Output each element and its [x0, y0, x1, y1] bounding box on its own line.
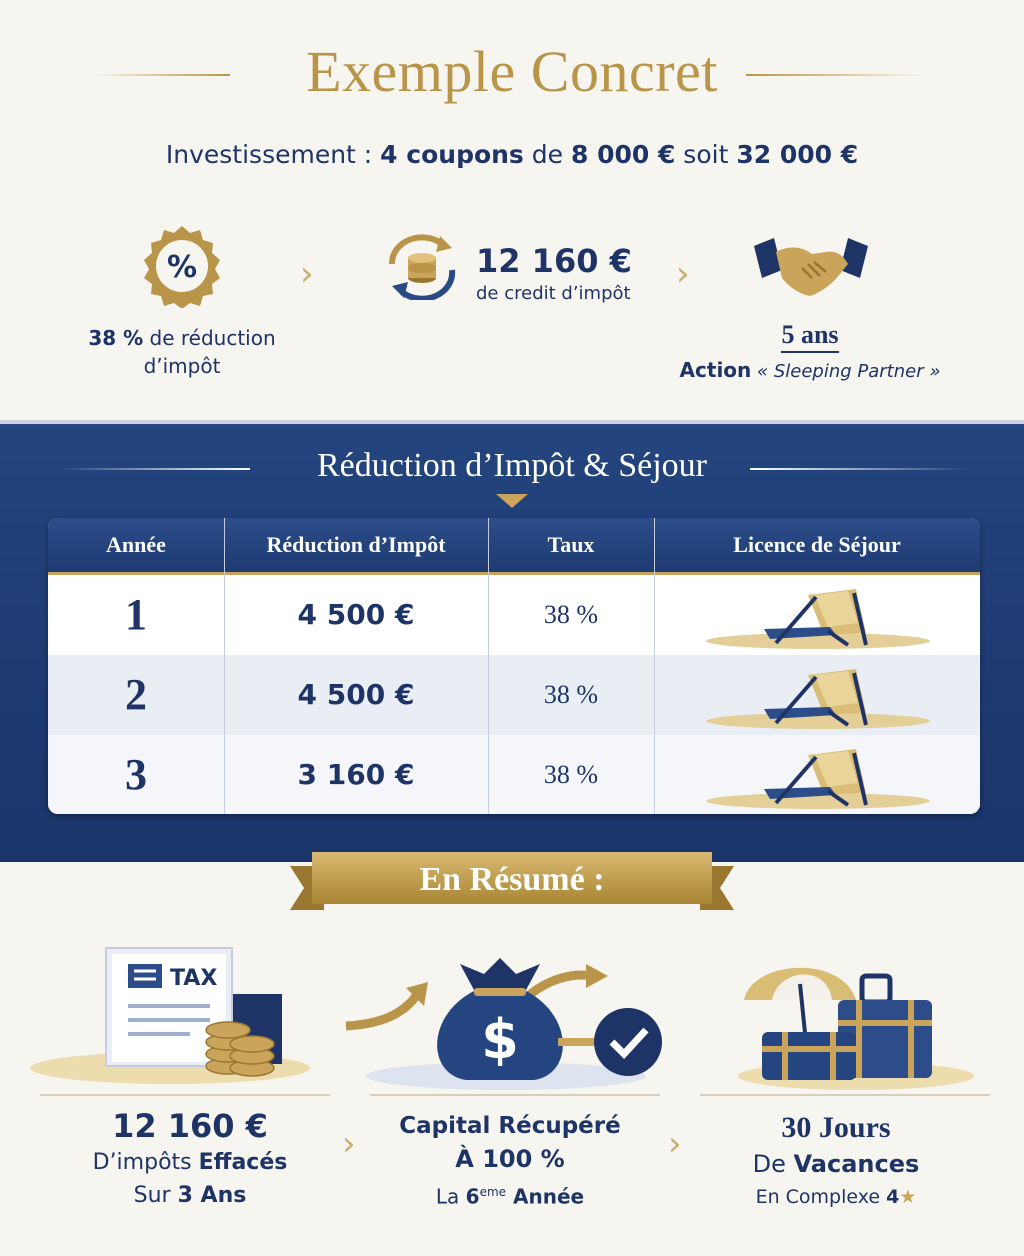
row-rate: 38 %	[543, 760, 599, 789]
partner-label	[640, 358, 980, 382]
tax-document-coins-icon	[20, 940, 330, 1090]
header-license: Licence de Séjour	[733, 532, 901, 557]
chevron-right-icon: ›	[676, 254, 690, 294]
column-divider	[488, 518, 489, 814]
partner-type: « Sleeping Partner »	[751, 361, 941, 382]
row-year: 2	[125, 670, 147, 719]
header-year: Année	[106, 532, 166, 557]
svg-text:TAX: TAX	[170, 966, 218, 991]
svg-text:$: $	[481, 1008, 519, 1071]
tax-table	[48, 518, 980, 814]
reduction-value: 38 %	[88, 326, 144, 350]
summary-vacation-stars: 4	[886, 1186, 900, 1208]
chevron-right-icon: ›	[342, 1124, 356, 1164]
summary-capital-title: Capital Récupéré	[399, 1113, 621, 1139]
beach-chair-icon	[698, 663, 938, 731]
credit-value: 12 160 €	[476, 242, 632, 280]
credit-text: de credit d’impôt	[476, 283, 631, 304]
partner-years: 5 ans	[781, 320, 838, 353]
row-reduction: 4 500 €	[297, 598, 415, 631]
row-year: 3	[125, 750, 147, 799]
header-reduction: Réduction d’Impôt	[266, 532, 446, 557]
row-reduction: 3 160 €	[297, 758, 415, 791]
column-divider	[224, 518, 225, 814]
investment-amount: 8 000 €	[570, 140, 676, 169]
reduction-text2: d’impôt	[143, 354, 221, 378]
svg-text:%: %	[166, 250, 198, 285]
summary-taxes	[40, 1106, 340, 1212]
partner-action: Action	[679, 358, 752, 382]
summary-capital-prefix: La	[435, 1184, 466, 1209]
row-reduction: 4 500 €	[297, 678, 415, 711]
luggage-umbrella-icon	[732, 944, 982, 1094]
investment-soit: soit	[675, 140, 737, 169]
money-bag-check-icon	[336, 944, 684, 1092]
partner-value	[660, 320, 960, 350]
summary-taxes-amount: 12 160 €	[112, 1107, 268, 1145]
summary-taxes-text: D’impôts	[92, 1150, 199, 1175]
summary-title: En Résumé :	[419, 861, 605, 898]
summary-capital-year-label: Année	[506, 1184, 585, 1209]
summary-capital	[360, 1110, 660, 1214]
summary-capital-year-sup: eme	[479, 1185, 507, 1199]
table-row	[48, 575, 980, 656]
percent-badge-icon	[140, 224, 224, 308]
summary-taxes-bold: Effacés	[198, 1150, 288, 1175]
beach-chair-icon	[698, 583, 938, 651]
reduction-label	[62, 324, 302, 380]
band-top-rule	[0, 420, 1024, 424]
row-year: 1	[125, 590, 147, 639]
chevron-right-icon: ›	[300, 254, 314, 294]
summary-taxes-period: 3 Ans	[177, 1183, 247, 1208]
summary-rule	[40, 1094, 330, 1096]
star-icon: ★	[899, 1186, 917, 1208]
beach-chair-icon	[698, 743, 938, 811]
summary-vacation-prefix: De	[752, 1150, 794, 1178]
summary-vacation	[686, 1108, 986, 1214]
section-title: Réduction d’Impôt & Séjour	[316, 447, 707, 484]
row-rate: 38 %	[543, 600, 599, 629]
summary-capital-percent: À 100 %	[455, 1145, 565, 1173]
investment-prefix: Investissement :	[165, 140, 381, 169]
gold-pointer-icon	[496, 494, 528, 508]
summary-rule	[700, 1094, 990, 1096]
investment-de: de	[523, 140, 571, 169]
header-rate: Taux	[547, 532, 595, 557]
summary-vacation-bold: Vacances	[793, 1150, 920, 1178]
table-row	[48, 735, 980, 814]
row-rate: 38 %	[543, 680, 599, 709]
summary-rule	[370, 1094, 660, 1096]
investment-coupons: 4 coupons	[380, 140, 524, 169]
summary-taxes-period-prefix: Sur	[133, 1183, 178, 1208]
chevron-right-icon: ›	[668, 1124, 682, 1164]
table-header	[48, 518, 980, 575]
investment-line	[0, 140, 1024, 169]
table-row	[48, 655, 980, 736]
summary-vacation-complex: En Complexe	[755, 1186, 887, 1208]
handshake-icon	[752, 234, 870, 300]
column-divider	[654, 518, 655, 814]
summary-capital-year-number: 6	[465, 1184, 480, 1209]
summary-vacation-days: 30 Jours	[781, 1111, 891, 1144]
reduction-text: de réduction	[143, 326, 276, 350]
coin-cycle-icon	[382, 234, 462, 300]
investment-total: 32 000 €	[736, 140, 859, 169]
page-title: Exemple Concret	[306, 39, 718, 104]
